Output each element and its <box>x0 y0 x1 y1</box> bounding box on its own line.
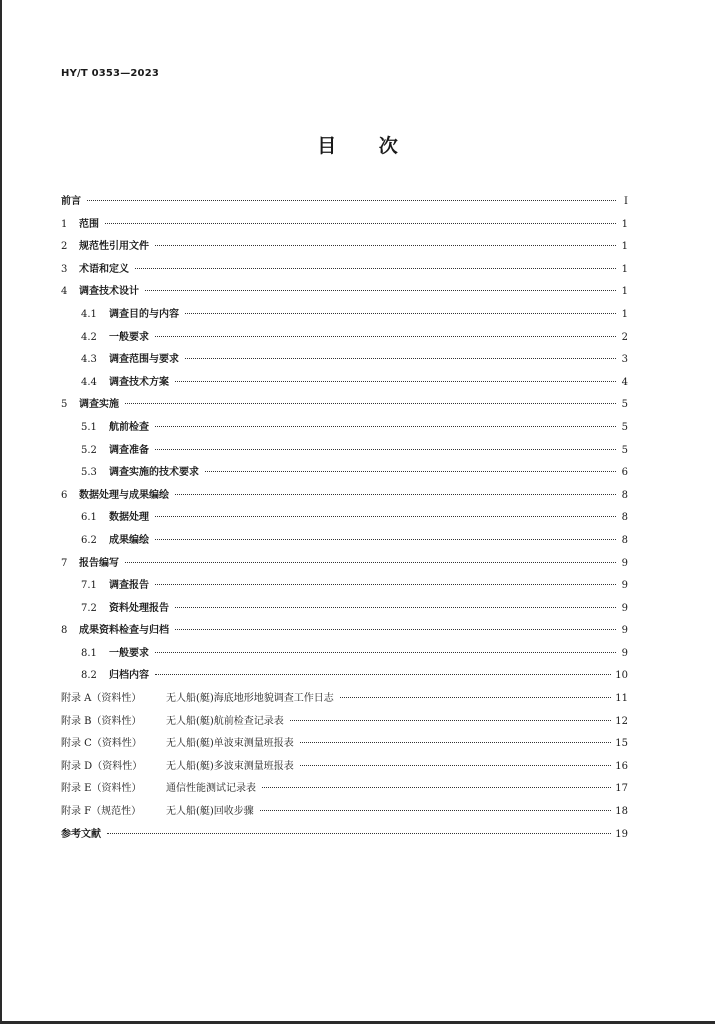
toc-entry-number: 4.2 <box>81 331 97 343</box>
toc-dot-leader <box>300 765 611 766</box>
toc-dot-leader <box>185 313 616 314</box>
toc-entry[interactable] <box>61 214 628 237</box>
toc-entry-number: 2 <box>61 241 68 253</box>
table-of-contents <box>61 191 628 846</box>
toc-dot-leader <box>107 833 611 834</box>
toc-entry-label: 范围 <box>79 218 99 230</box>
toc-entry-page-number: 10 <box>615 670 628 682</box>
toc-entry-page-number: 9 <box>621 557 628 569</box>
toc-entry-page-number: 5 <box>621 421 628 433</box>
toc-entry-number: 附录 C（资料性） <box>61 738 142 750</box>
toc-entry-page-number: 9 <box>621 602 628 614</box>
toc-entry[interactable] <box>61 733 628 756</box>
toc-entry-label: 通信性能测试记录表 <box>166 783 256 795</box>
toc-entry-label: 无人船(艇)多波束测量班报表 <box>166 760 294 772</box>
toc-entry-label: 调查范围与要求 <box>109 354 179 366</box>
toc-entry[interactable] <box>61 281 628 304</box>
toc-entry[interactable] <box>61 259 628 282</box>
toc-entry-number: 4 <box>61 286 68 298</box>
toc-entry-label: 报告编写 <box>79 557 119 569</box>
toc-dot-leader <box>155 426 616 427</box>
toc-entry-label: 无人船(艇)海底地形地貌调查工作日志 <box>166 693 334 705</box>
toc-entry-label: 调查实施 <box>79 399 119 411</box>
toc-dot-leader <box>155 245 616 246</box>
toc-entry-number: 4.1 <box>81 308 97 320</box>
toc-entry-page-number: 8 <box>621 512 628 524</box>
toc-entry-number: 附录 B（资料性） <box>61 715 142 727</box>
toc-entry-label: 无人船(艇)单波束测量班报表 <box>166 738 294 750</box>
toc-entry-page-number: 5 <box>621 444 628 456</box>
toc-entry-number: 6.2 <box>81 534 97 546</box>
toc-entry-label: 调查准备 <box>109 444 149 456</box>
toc-dot-leader <box>205 471 616 472</box>
toc-dot-leader <box>175 607 616 608</box>
toc-title: 目 次 <box>317 135 398 157</box>
toc-entry-label: 航前检查 <box>109 421 149 433</box>
toc-dot-leader <box>290 720 611 721</box>
toc-dot-leader <box>185 358 616 359</box>
toc-entry-label: 调查技术设计 <box>79 286 139 298</box>
toc-dot-leader <box>87 200 616 201</box>
toc-dot-leader <box>135 268 616 269</box>
toc-entry-page-number: 9 <box>621 647 628 659</box>
toc-dot-leader <box>125 403 616 404</box>
toc-entry-page-number: 18 <box>615 806 628 818</box>
toc-entry[interactable] <box>61 507 628 530</box>
toc-entry-label: 成果资料检查与归档 <box>79 625 169 637</box>
toc-entry-page-number: 3 <box>621 354 628 366</box>
toc-entry-number: 4.3 <box>81 354 97 366</box>
toc-entry-number: 5.3 <box>81 467 97 479</box>
toc-entry-number: 附录 E（资料性） <box>61 783 142 795</box>
toc-entry-number: 附录 D（资料性） <box>61 760 143 772</box>
toc-entry-page-number: 9 <box>621 625 628 637</box>
toc-entry-page-number: 1 <box>621 241 628 253</box>
toc-entry-page-number: 1 <box>621 286 628 298</box>
toc-entry[interactable] <box>61 643 628 666</box>
toc-entry-number: 6.1 <box>81 512 97 524</box>
toc-entry[interactable] <box>61 440 628 463</box>
toc-entry[interactable] <box>61 553 628 576</box>
toc-dot-leader <box>155 516 616 517</box>
toc-entry-number: 附录 F（规范性） <box>61 806 142 818</box>
toc-entry-number: 5.2 <box>81 444 97 456</box>
toc-entry-number: 3 <box>61 263 68 275</box>
toc-dot-leader <box>155 584 616 585</box>
toc-entry-page-number: Ⅰ <box>624 196 628 207</box>
toc-entry-label: 归档内容 <box>109 670 149 682</box>
toc-entry-label: 无人船(艇)航前检查记录表 <box>166 715 284 727</box>
toc-dot-leader <box>300 742 611 743</box>
toc-dot-leader <box>155 336 616 337</box>
toc-entry-label: 调查报告 <box>109 580 149 592</box>
toc-dot-leader <box>262 787 611 788</box>
toc-entry[interactable] <box>61 417 628 440</box>
toc-entry-page-number: 11 <box>615 693 628 705</box>
toc-entry-page-number: 9 <box>621 580 628 592</box>
toc-entry-number: 6 <box>61 489 68 501</box>
toc-entry-label: 无人船(艇)回收步骤 <box>166 806 254 818</box>
toc-entry-label: 参考文献 <box>61 828 101 840</box>
toc-entry-page-number: 2 <box>621 331 628 343</box>
toc-entry-page-number: 19 <box>615 828 628 840</box>
toc-entry[interactable] <box>61 665 628 688</box>
toc-entry[interactable] <box>61 620 628 643</box>
toc-entry-page-number: 8 <box>621 534 628 546</box>
toc-entry[interactable] <box>61 485 628 508</box>
toc-entry-number: 4.4 <box>81 376 97 388</box>
toc-entry-page-number: 15 <box>615 738 628 750</box>
toc-entry-number: 8.1 <box>81 647 97 659</box>
toc-entry-number: 8.2 <box>81 670 97 682</box>
toc-dot-leader <box>175 629 616 630</box>
toc-entry-label: 数据处理 <box>109 512 149 524</box>
toc-entry-number: 7.1 <box>81 580 97 592</box>
toc-entry[interactable] <box>61 778 628 801</box>
toc-entry-number: 8 <box>61 625 68 637</box>
toc-entry-page-number: 5 <box>621 399 628 411</box>
toc-entry-page-number: 1 <box>621 308 628 320</box>
toc-entry[interactable] <box>61 575 628 598</box>
toc-dot-leader <box>260 810 611 811</box>
toc-entry[interactable] <box>61 711 628 734</box>
toc-entry-label: 调查目的与内容 <box>109 308 179 320</box>
toc-dot-leader <box>340 697 611 698</box>
toc-dot-leader <box>155 674 611 675</box>
toc-entry-label: 规范性引用文件 <box>79 241 149 253</box>
toc-entry[interactable] <box>61 304 628 327</box>
toc-entry-label: 数据处理与成果编绘 <box>79 489 169 501</box>
toc-dot-leader <box>145 290 616 291</box>
toc-entry-label: 前言 <box>61 196 81 207</box>
toc-entry[interactable] <box>61 688 628 711</box>
toc-entry-number: 5.1 <box>81 421 97 433</box>
toc-entry-page-number: 12 <box>615 715 628 727</box>
toc-entry-label: 调查实施的技术要求 <box>109 467 199 479</box>
toc-entry-label: 成果编绘 <box>109 534 149 546</box>
toc-dot-leader <box>155 539 616 540</box>
toc-entry-page-number: 1 <box>621 263 628 275</box>
toc-entry-label: 一般要求 <box>109 331 149 343</box>
toc-entry-label: 资料处理报告 <box>109 602 169 614</box>
toc-entry[interactable] <box>61 824 628 847</box>
toc-dot-leader <box>155 449 616 450</box>
toc-entry-label: 术语和定义 <box>79 263 129 275</box>
toc-dot-leader <box>155 652 616 653</box>
toc-entry[interactable] <box>61 372 628 395</box>
toc-entry[interactable] <box>61 236 628 259</box>
toc-entry-page-number: 16 <box>615 760 628 772</box>
toc-dot-leader <box>105 223 616 224</box>
toc-entry-page-number: 1 <box>621 218 628 230</box>
document-code: HY/T 0353—2023 <box>61 68 160 79</box>
toc-dot-leader <box>175 494 616 495</box>
toc-entry-label: 一般要求 <box>109 647 149 659</box>
toc-entry[interactable] <box>61 462 628 485</box>
toc-entry[interactable] <box>61 394 628 417</box>
toc-entry[interactable] <box>61 327 628 350</box>
toc-entry[interactable] <box>61 530 628 553</box>
toc-entry-label: 调查技术方案 <box>109 376 169 388</box>
toc-entry-number: 7 <box>61 557 68 569</box>
toc-entry-number: 1 <box>61 218 68 230</box>
toc-entry-page-number: 4 <box>621 376 628 388</box>
toc-entry[interactable] <box>61 191 628 214</box>
toc-entry-number: 7.2 <box>81 602 97 614</box>
toc-entry[interactable] <box>61 598 628 621</box>
toc-entry[interactable] <box>61 349 628 372</box>
toc-entry-number: 5 <box>61 399 68 411</box>
toc-entry-page-number: 17 <box>615 783 628 795</box>
toc-entry[interactable] <box>61 801 628 824</box>
toc-entry-page-number: 8 <box>621 489 628 501</box>
toc-entry-page-number: 6 <box>621 467 628 479</box>
toc-dot-leader <box>125 562 616 563</box>
toc-entry-number: 附录 A（资料性） <box>61 693 142 705</box>
toc-dot-leader <box>175 381 616 382</box>
toc-entry[interactable] <box>61 756 628 779</box>
